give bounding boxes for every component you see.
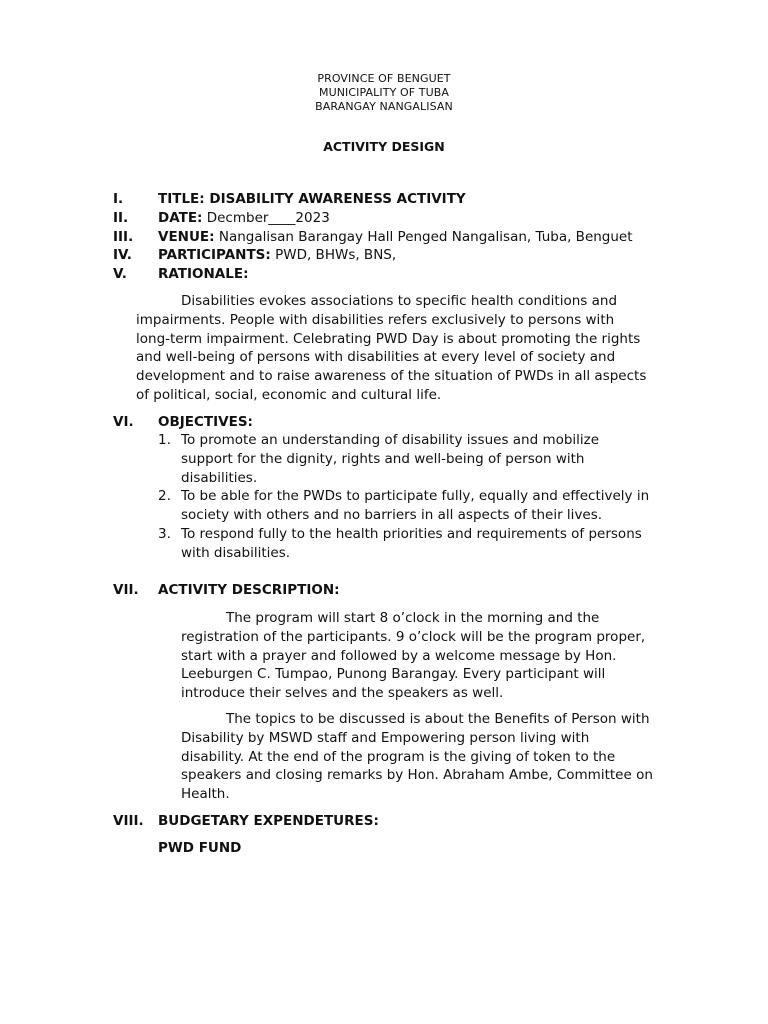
header-municipality: MUNICIPALITY OF TUBA: [318, 86, 450, 99]
section-vii-title: ACTIVITY DESCRIPTION:: [158, 582, 340, 598]
section-v-number: V.: [113, 266, 127, 282]
activity-line: registration of the participants. 9 o’clock will be the program proper,: [181, 628, 646, 645]
section-ii-number: II.: [113, 210, 129, 226]
participants-label: PARTICIPANTS:: [158, 247, 271, 263]
objective-line: disabilities.: [181, 469, 258, 486]
venue-value: Nangalisan Barangay Hall Penged Nangalisan, Tuba, Benguet: [214, 229, 633, 245]
activity-line: speakers and closing remarks by Hon. Abraham Ambe, Committee on: [181, 767, 653, 784]
objective-line: support for the dignity, rights and well-being of person with: [181, 450, 585, 467]
date-label: DATE:: [158, 210, 203, 226]
objective-line: To promote an understanding of disability issues and mobilize: [181, 432, 600, 448]
objective-3-number: 3.: [158, 526, 171, 542]
section-viii-number: VIII.: [113, 813, 144, 829]
rationale-line: long-term impairment. Celebrating PWD Day is about promoting the rights: [136, 330, 641, 347]
objective-2-text: [181, 487, 649, 525]
section-vii-number: VII.: [113, 582, 139, 598]
header-province: PROVINCE OF BENGUET: [317, 72, 451, 85]
objective-line: society with others and no barriers in all aspects of their lives.: [181, 506, 603, 523]
document-title: ACTIVITY DESIGN: [323, 139, 445, 154]
objective-1-text: [181, 431, 599, 487]
rationale-line: of political, social, economic and cultural life.: [136, 386, 442, 403]
activity-line: Health.: [181, 786, 230, 803]
activity-line: introduce their selves and the speakers as well.: [181, 685, 504, 702]
activity-line: disability. At the end of the program is the giving of token to the: [181, 748, 616, 765]
rationale-paragraph: [136, 292, 646, 405]
rationale-line: Disabilities evokes associations to specific health conditions and: [181, 293, 618, 309]
participants-value: PWD, BHWs, BNS,: [270, 247, 397, 263]
section-vi-title: OBJECTIVES:: [158, 414, 253, 430]
activity-line: start with a prayer and followed by a welcome message by Hon.: [181, 647, 617, 664]
section-ii-date: [158, 209, 330, 227]
objective-line: To respond fully to the health priorities and requirements of persons: [181, 526, 642, 542]
activity-line: The topics to be discussed is about the Benefits of Person with: [226, 711, 650, 727]
date-value: Decmber____2023: [202, 210, 330, 226]
objective-2-number: 2.: [158, 488, 171, 504]
venue-label: VENUE:: [158, 229, 215, 245]
section-iv-number: IV.: [113, 247, 132, 263]
section-vi-number: VI.: [113, 414, 134, 430]
objective-line: To be able for the PWDs to participate fully, equally and effectively in: [181, 488, 650, 504]
activity-line: Disability by MSWD staff and Empowering person living with: [181, 729, 590, 746]
section-iii-venue: [158, 228, 633, 246]
section-i-title: TITLE: DISABILITY AWARENESS ACTIVITY: [158, 191, 466, 207]
activity-paragraph-2: [181, 710, 653, 804]
budget-fund-source: PWD FUND: [158, 840, 242, 856]
section-iv-participants: [158, 246, 396, 264]
rationale-line: and well-being of persons with disabilities at every level of society and: [136, 349, 616, 366]
header-barangay: BARANGAY NANGALISAN: [315, 100, 453, 113]
activity-line: Leeburgen C. Tumpao, Punong Barangay. Every participant will: [181, 666, 606, 683]
section-viii-title: BUDGETARY EXPENDETURES:: [158, 813, 379, 829]
objective-1-number: 1.: [158, 432, 171, 448]
rationale-line: impairments. People with disabilities refers exclusively to persons with: [136, 311, 615, 328]
section-i-number: I.: [113, 191, 124, 207]
rationale-line: development and to raise awareness of the situation of PWDs in all aspects: [136, 368, 647, 385]
objective-3-text: [181, 525, 642, 563]
activity-paragraph-1: [181, 609, 645, 703]
activity-line: The program will start 8 o’clock in the morning and the: [226, 610, 600, 626]
section-iii-number: III.: [113, 229, 134, 245]
section-v-title: RATIONALE:: [158, 266, 249, 282]
objective-line: with disabilities.: [181, 544, 291, 561]
